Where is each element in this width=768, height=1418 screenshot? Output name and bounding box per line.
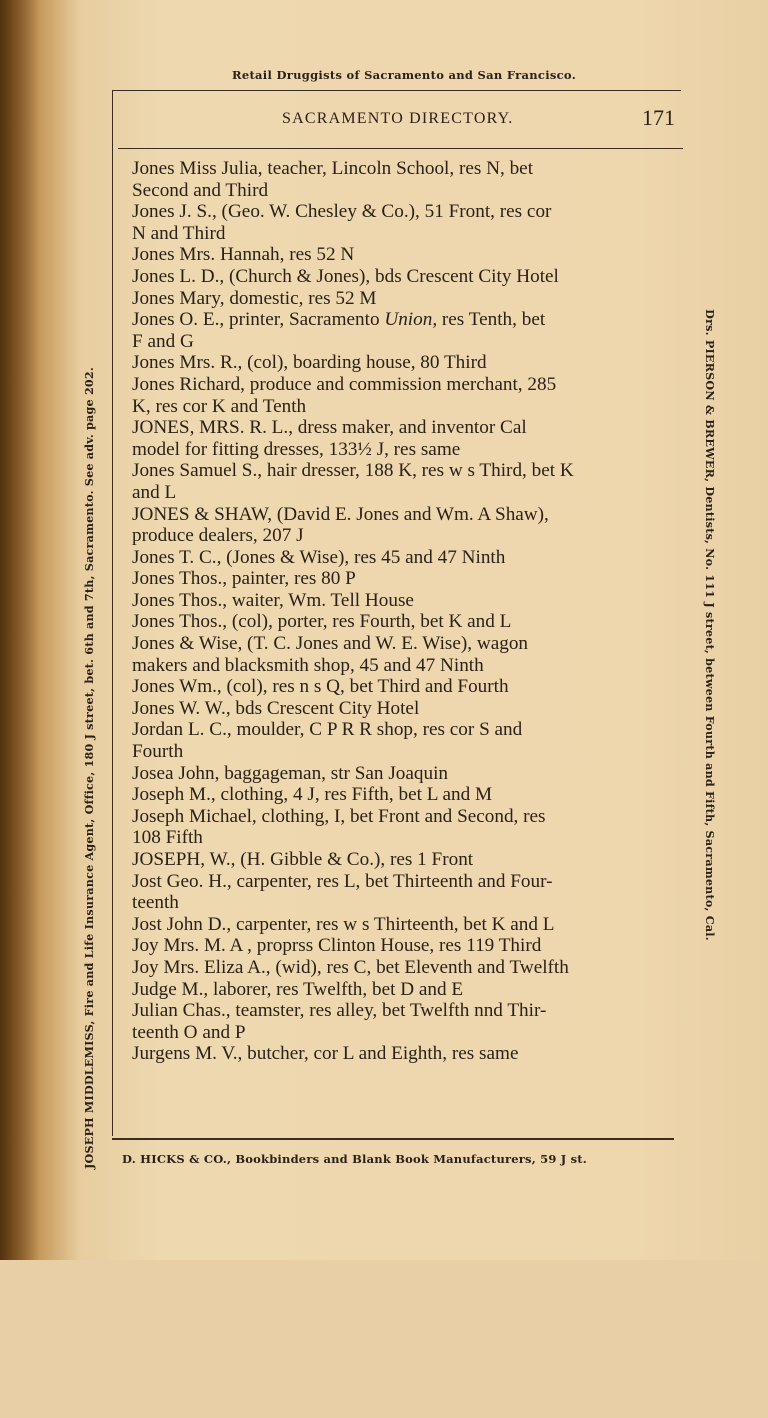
running-head: SACRAMENTO DIRECTORY. [282,110,514,127]
directory-entries [132,158,662,1065]
entry: Jost John D., carpenter, res w s Thirteenth, bet K and L [132,913,555,935]
entry: Jones Richard, produce and commission merchant, 285 K, res cor K and Tenth [132,373,557,417]
entry: Jones Thos., (col), porter, res Fourth, bet K and L [132,611,512,633]
entry: Joseph M., clothing, 4 J, res Fifth, bet L and M [132,784,493,806]
entry: Jones Thos., waiter, Wm. Tell House [132,589,414,611]
entry: Joy Mrs. M. A , proprss Clinton House, res 119 Third [132,935,542,957]
entry: Jurgens M. V., butcher, cor L and Eighth, res same [132,1043,519,1065]
entry: Jones W. W., bds Crescent City Hotel [132,697,420,719]
entry: Jones T. C., (Jones & Wise), res 45 and 47 Ninth [132,546,506,568]
entry: Jones Wm., (col), res n s Q, bet Third and Fourth [132,676,509,698]
entry: Judge M., laborer, res Twelfth, bet D and E [132,978,464,1000]
side-advertisement-left: JOSEPH MIDDLEMISS, Fire and Life Insurance Agent, Office, 180 J street, bet. 6th and 7th, Sacramento. See adv. page 202. [82,367,96,1169]
entry: Jost Geo. H., carpenter, res L, bet Thirteenth and Four- teenth [132,870,553,914]
entry: Jones L. D., (Church & Jones), bds Crescent City Hotel [132,265,559,287]
entry: Jordan L. C., moulder, C P R R shop, res cor S and Fourth [132,719,523,763]
header-rule [118,148,683,149]
entry: Jones O. E., printer, Sacramento Union, res Tenth, bet F and G [132,309,546,352]
spine-shadow [0,0,40,1260]
page-number: 171 [642,105,675,130]
bottom-rule [112,1138,674,1140]
entry: Jones Mrs. R., (col), boarding house, 80 Third [132,352,487,374]
entry: Julian Chas., teamster, res alley, bet Twelfth nnd Thir- teenth O and P [132,1000,547,1043]
entry: Jones & Wise, (T. C. Jones and W. E. Wise), wagon makers and blacksmith shop, 45 and 47 Ninth [132,633,529,676]
entry: Jones Thos., painter, res 80 P [132,568,356,590]
entry: Jones Mrs. Hannah, res 52 N [132,244,355,266]
entry: Josea John, baggageman, str San Joaquin [132,762,449,784]
entry: Joy Mrs. Eliza A., (wid), res C, bet Eleventh and Twelfth [132,956,569,978]
entry: Jones Samuel S., hair dresser, 188 K, res w s Third, bet K and L [132,460,574,503]
entry: JONES & SHAW, (David E. Jones and Wm. A Shaw), produce dealers, 207 J [132,503,549,547]
entry: Joseph Michael, clothing, I, bet Front and Second, res 108 Fifth [132,805,546,849]
entry: Jones J. S., (Geo. W. Chesley & Co.), 51 Front, res cor N and Third [132,201,552,244]
entry: JOSEPH, W., (H. Gibble & Co.), res 1 Front [132,849,474,870]
entry: JONES, MRS. R. L., dress maker, and inventor Cal model for fitting dresses, 133½ J, res same [132,417,527,460]
side-advertisement-right: Drs. PIERSON & BREWER, Dentists, No. 111 J street, between Fourth and Fifth, Sacramento, Cal. [703,309,717,941]
bottom-banner: D. HICKS & CO., Bookbinders and Blank Book Manufacturers, 59 J st. [122,1152,587,1166]
top-banner: Retail Druggists of Sacramento and San Francisco. [231,68,577,82]
entry: Jones Mary, domestic, res 52 M [132,287,377,309]
entry: Jones Miss Julia, teacher, Lincoln School, res N, bet Second and Third [132,158,534,201]
